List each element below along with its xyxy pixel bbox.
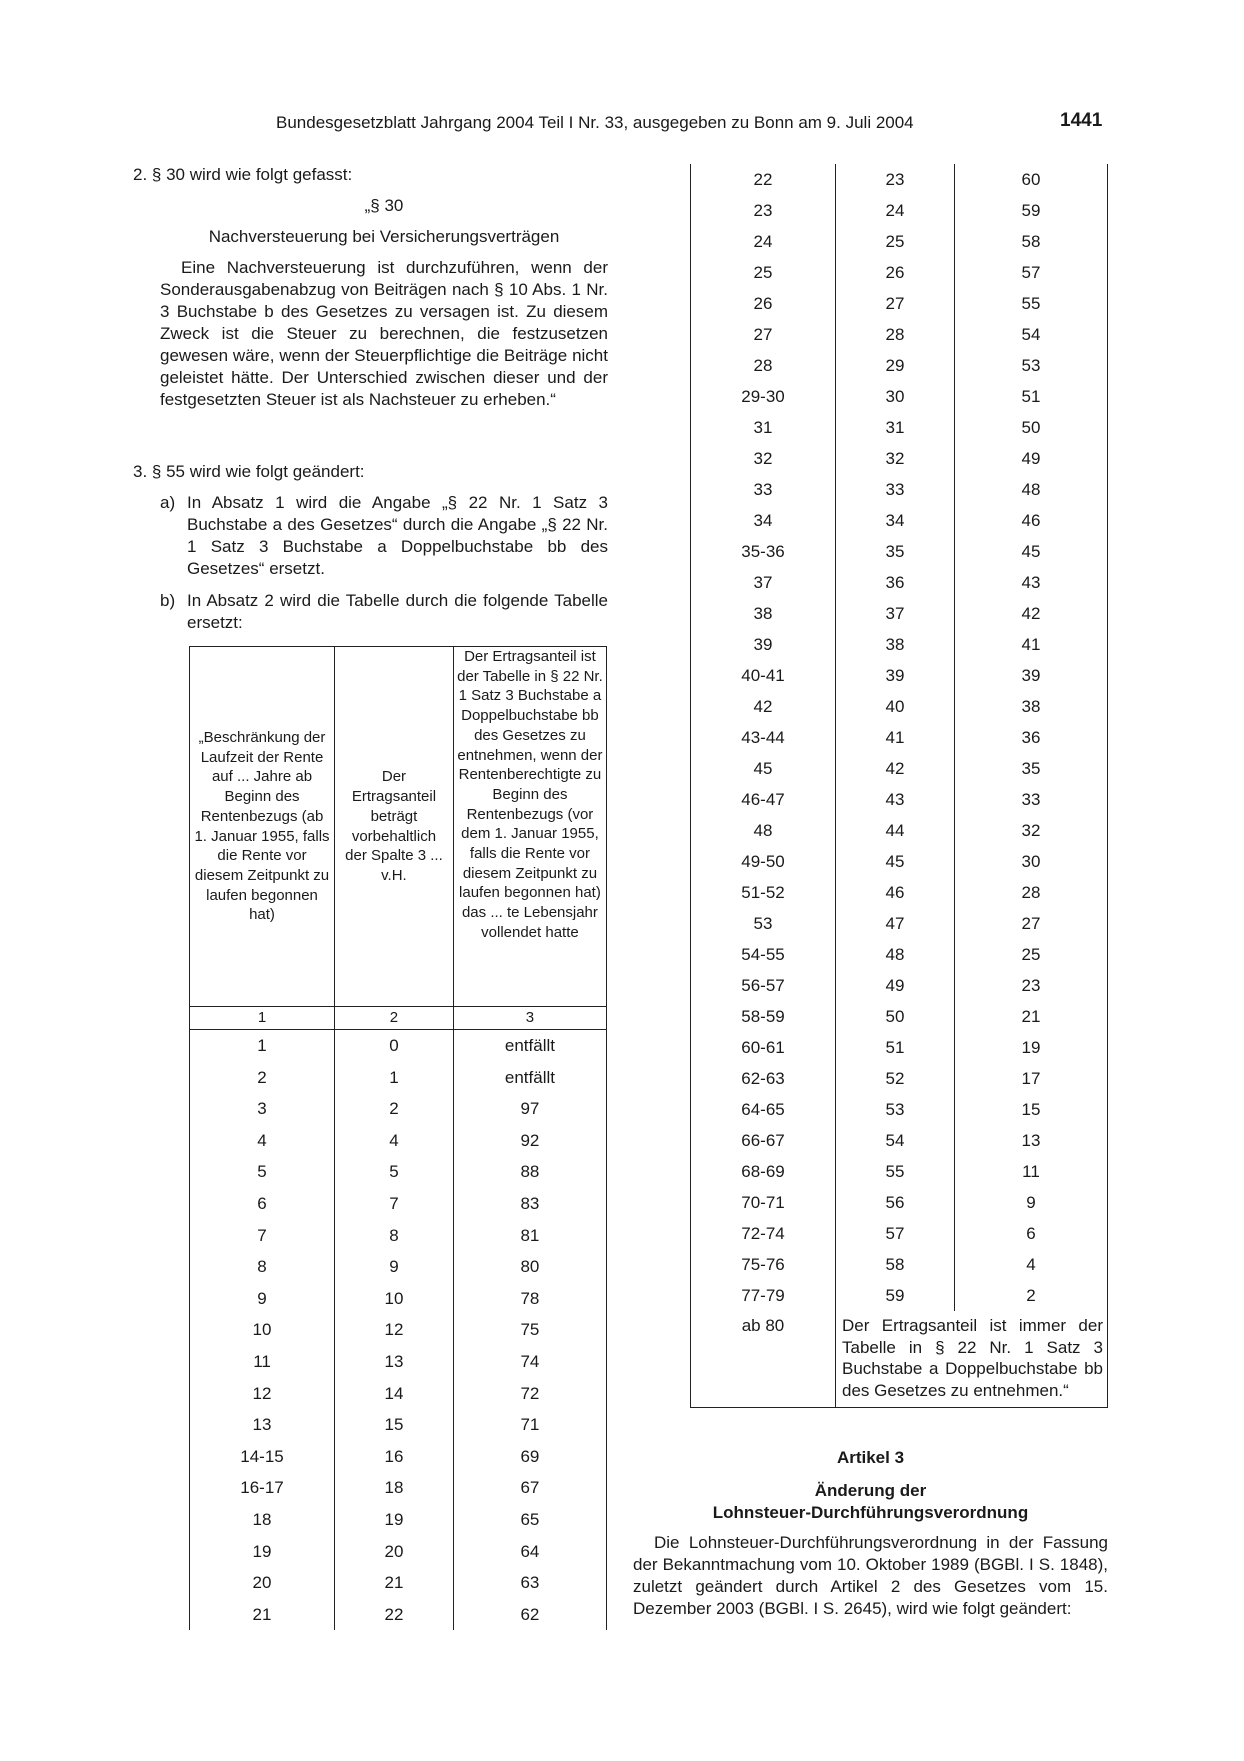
table-cell-col-1: 5	[190, 1156, 335, 1188]
table-cell-col-3: 17	[955, 1063, 1108, 1094]
table-cell-col-1: 19	[190, 1536, 335, 1568]
table-row	[691, 381, 1108, 412]
table-cell-col-2: 16	[335, 1441, 454, 1473]
column-number-1: 1	[190, 1007, 335, 1030]
table-cell-col-3: 75	[453, 1314, 606, 1346]
section-30-heading: „§ 30	[364, 196, 404, 215]
table-cell-col-2: 23	[836, 164, 955, 195]
table-row	[691, 629, 1108, 660]
table-cell-col-3: 58	[955, 226, 1108, 257]
table-row	[691, 660, 1108, 691]
table-cell-col-1: 22	[691, 164, 836, 195]
table-row	[190, 1409, 607, 1441]
table-cell-col-3: 49	[955, 443, 1108, 474]
table-cell-col-2: 37	[836, 598, 955, 629]
table-cell-col-2: 9	[335, 1251, 454, 1283]
table-row	[691, 412, 1108, 443]
table-cell-col-3: 11	[955, 1156, 1108, 1187]
item-3a-text: In Absatz 1 wird die Angabe „§ 22 Nr. 1 Satz 3 Buchstabe a des Gesetzes“ durch die Angabe „§ 22 Nr. 1 Satz 3 Buchstabe a Doppelbuchstabe bb des Gesetzes“ ersetzt.	[187, 493, 608, 578]
table-cell-col-3: 92	[453, 1125, 606, 1157]
table-row	[691, 505, 1108, 536]
table-row	[691, 1156, 1108, 1187]
table-row	[691, 443, 1108, 474]
table-cell-col-3: 2	[955, 1280, 1108, 1311]
table-cell-col-3: 50	[955, 412, 1108, 443]
table-cell-col-3: 62	[453, 1599, 606, 1631]
table-cell-col-3: 53	[955, 350, 1108, 381]
table-row	[691, 1032, 1108, 1063]
table-cell-col-3: 64	[453, 1536, 606, 1568]
table-row	[190, 1567, 607, 1599]
table-cell-col-2: 55	[836, 1156, 955, 1187]
table-cell-col-2: 30	[836, 381, 955, 412]
last-row-label: ab 80	[691, 1311, 836, 1408]
table-cell-col-2: 58	[836, 1249, 955, 1280]
table-cell-col-3: 48	[955, 474, 1108, 505]
table-cell-col-3: 36	[955, 722, 1108, 753]
table-row	[691, 288, 1108, 319]
table-cell-col-3: 67	[453, 1472, 606, 1504]
table-cell-col-1: 16-17	[190, 1472, 335, 1504]
table-cell-col-2: 18	[335, 1472, 454, 1504]
section-30-title: Nachversteuerung bei Versicherungsverträgen	[208, 227, 560, 246]
table-cell-col-3: 39	[955, 660, 1108, 691]
table-cell-col-1: 34	[691, 505, 836, 536]
table-cell-col-2: 10	[335, 1283, 454, 1315]
table-cell-col-3: entfällt	[453, 1062, 606, 1094]
table-row	[691, 567, 1108, 598]
table-cell-col-1: 25	[691, 257, 836, 288]
table-row	[691, 1280, 1108, 1311]
table-row	[691, 598, 1108, 629]
table-cell-col-1: 68-69	[691, 1156, 836, 1187]
table-cell-col-3: 74	[453, 1346, 606, 1378]
table-cell-col-3: 28	[955, 877, 1108, 908]
table-row	[190, 1125, 607, 1157]
table-row	[190, 1093, 607, 1125]
table-cell-col-3: 45	[955, 536, 1108, 567]
table-row	[691, 1218, 1108, 1249]
table-cell-col-2: 52	[836, 1063, 955, 1094]
table-cell-col-2: 51	[836, 1032, 955, 1063]
item-2-intro: 2. § 30 wird wie folgt gefasst:	[133, 165, 353, 184]
table-cell-col-1: 58-59	[691, 1001, 836, 1032]
table-row	[691, 1249, 1108, 1280]
table-row	[691, 1125, 1108, 1156]
table-cell-col-1: 43-44	[691, 722, 836, 753]
table-cell-col-1: 21	[190, 1599, 335, 1631]
table-cell-col-2: 56	[836, 1187, 955, 1218]
table-cell-col-1: 54-55	[691, 939, 836, 970]
article-3-body: Die Lohnsteuer-Durchführungsverordnung in der Fassung der Bekanntmachung vom 10. Oktober 1989 (BGBl. I S. 1848), zuletzt geändert durch Artikel 2 des Gesetzes vom 15. Dezember 2003 (BGBl. I S. 2645), wird wie folgt geändert:	[633, 1533, 1108, 1618]
column-number-3: 3	[453, 1007, 606, 1030]
table-cell-col-3: 55	[955, 288, 1108, 319]
table-cell-col-3: 81	[453, 1220, 606, 1252]
table-cell-col-3: 43	[955, 567, 1108, 598]
table-cell-col-2: 50	[836, 1001, 955, 1032]
page-header-title: Bundesgesetzblatt Jahrgang 2004 Teil I Nr. 33, ausgegeben zu Bonn am 9. Juli 2004	[276, 113, 914, 132]
item-3-intro: 3. § 55 wird wie folgt geändert:	[133, 462, 365, 481]
table-cell-col-3: 83	[453, 1188, 606, 1220]
column-number-2: 2	[335, 1007, 454, 1030]
table-cell-col-1: 18	[190, 1504, 335, 1536]
table-cell-col-1: 66-67	[691, 1125, 836, 1156]
table-cell-col-3: 9	[955, 1187, 1108, 1218]
table-row	[190, 1378, 607, 1410]
table-cell-col-3: 35	[955, 753, 1108, 784]
table-row	[691, 970, 1108, 1001]
table-cell-col-2: 45	[836, 846, 955, 877]
table-cell-col-1: 75-76	[691, 1249, 836, 1280]
table-row	[691, 1063, 1108, 1094]
table-cell-col-1: 49-50	[691, 846, 836, 877]
table-cell-col-2: 27	[836, 288, 955, 319]
table-cell-col-2: 36	[836, 567, 955, 598]
table-row	[691, 195, 1108, 226]
table-cell-col-3: 97	[453, 1093, 606, 1125]
table-cell-col-3: 41	[955, 629, 1108, 660]
table-row	[691, 319, 1108, 350]
table-cell-col-1: 28	[691, 350, 836, 381]
table-cell-col-3: 42	[955, 598, 1108, 629]
table-cell-col-3: 46	[955, 505, 1108, 536]
table-row	[691, 164, 1108, 195]
table-cell-col-3: 63	[453, 1567, 606, 1599]
table-cell-col-2: 1	[335, 1062, 454, 1094]
table-cell-col-1: 10	[190, 1314, 335, 1346]
table-cell-col-3: 13	[955, 1125, 1108, 1156]
table-cell-col-2: 42	[836, 753, 955, 784]
table-cell-col-2: 15	[335, 1409, 454, 1441]
table-cell-col-1: 3	[190, 1093, 335, 1125]
table-cell-col-1: 7	[190, 1220, 335, 1252]
table-row	[691, 753, 1108, 784]
table-cell-col-2: 48	[836, 939, 955, 970]
table-cell-col-3: 23	[955, 970, 1108, 1001]
table-row	[190, 1030, 607, 1062]
table-cell-col-1: 39	[691, 629, 836, 660]
table-row	[691, 722, 1108, 753]
table-cell-col-2: 54	[836, 1125, 955, 1156]
table-cell-col-2: 34	[836, 505, 955, 536]
table-cell-col-2: 24	[836, 195, 955, 226]
table-cell-col-2: 39	[836, 660, 955, 691]
table-cell-col-2: 35	[836, 536, 955, 567]
table-cell-col-1: 42	[691, 691, 836, 722]
table-cell-col-1: 37	[691, 567, 836, 598]
table-cell-col-2: 49	[836, 970, 955, 1001]
table-cell-col-2: 8	[335, 1220, 454, 1252]
table-cell-col-3: 25	[955, 939, 1108, 970]
table-row	[190, 1220, 607, 1252]
table-cell-col-2: 47	[836, 908, 955, 939]
table-cell-col-2: 0	[335, 1030, 454, 1062]
table-cell-col-2: 32	[836, 443, 955, 474]
article-3-title-line-1: Änderung der	[814, 1481, 927, 1500]
table-cell-col-1: 46-47	[691, 784, 836, 815]
table-cell-col-3: 80	[453, 1251, 606, 1283]
table-row	[190, 1251, 607, 1283]
table-cell-col-3: 6	[955, 1218, 1108, 1249]
table-cell-col-2: 29	[836, 350, 955, 381]
table-cell-col-1: 12	[190, 1378, 335, 1410]
table-row	[691, 784, 1108, 815]
section-30-body: Eine Nachversteuerung ist durchzuführen, wenn der Sonderausgabenabzug von Beiträgen nach § 10 Abs. 1 Nr. 3 Buchstabe b des Gesetzes zu versagen ist. Zu diesem Zweck ist die Steuer zu berechnen, die festzusetzen gewesen wäre, wenn der Steuerpflichtige die Beiträge nicht geleistet hätte. Der Unterschied zwischen dieser und der festgesetzten Steuer ist als Nachsteuer zu erheben.“	[160, 258, 608, 409]
table-row	[190, 1536, 607, 1568]
table-cell-col-2: 53	[836, 1094, 955, 1125]
table-row	[691, 257, 1108, 288]
table-cell-col-2: 25	[836, 226, 955, 257]
table-cell-col-1: 38	[691, 598, 836, 629]
page-number: 1441	[1060, 110, 1103, 131]
table-cell-col-1: 51-52	[691, 877, 836, 908]
table-cell-col-1: 4	[190, 1125, 335, 1157]
table-cell-col-1: 14-15	[190, 1441, 335, 1473]
table-cell-col-1: 33	[691, 474, 836, 505]
table-cell-col-1: 70-71	[691, 1187, 836, 1218]
table-row	[190, 1188, 607, 1220]
table-cell-col-2: 46	[836, 877, 955, 908]
table-cell-col-2: 28	[836, 319, 955, 350]
table-row	[691, 1094, 1108, 1125]
item-3a-label: a)	[160, 493, 176, 512]
table-cell-col-1: 8	[190, 1251, 335, 1283]
table-cell-col-2: 57	[836, 1218, 955, 1249]
table-header-col-1: „Beschränkung der Laufzeit der Rente auf ... Jahre ab Beginn des Rentenbezugs (ab 1. Januar 1955, falls die Rente vor diesem Zeitpunkt zu laufen begonnen hat)	[190, 647, 335, 1007]
table-cell-col-1: 60-61	[691, 1032, 836, 1063]
table-cell-col-2: 20	[335, 1536, 454, 1568]
table-cell-col-2: 13	[335, 1346, 454, 1378]
table-cell-col-2: 44	[836, 815, 955, 846]
table-row	[190, 1472, 607, 1504]
table-row	[691, 908, 1108, 939]
table-cell-col-1: 24	[691, 226, 836, 257]
table-cell-col-2: 38	[836, 629, 955, 660]
table-row	[190, 1441, 607, 1473]
item-3b-label: b)	[160, 591, 176, 610]
table-header-col-2: Der Ertragsanteil beträgt vorbehaltlich der Spalte 3 ... v.H.	[335, 647, 454, 1007]
table-cell-col-2: 7	[335, 1188, 454, 1220]
table-row	[190, 1062, 607, 1094]
table-cell-col-3: 51	[955, 381, 1108, 412]
table-row	[691, 226, 1108, 257]
table-cell-col-2: 12	[335, 1314, 454, 1346]
table-row	[190, 1599, 607, 1631]
article-3-heading: Artikel 3	[836, 1448, 905, 1467]
table-cell-col-2: 21	[335, 1567, 454, 1599]
table-cell-col-1: 27	[691, 319, 836, 350]
table-cell-col-3: 69	[453, 1441, 606, 1473]
table-cell-col-3: 57	[955, 257, 1108, 288]
last-row-text: Der Ertragsanteil ist immer der Tabelle in § 22 Nr. 1 Satz 3 Buchstabe a Doppelbuchstabe bb des Gesetzes zu entnehmen.“	[836, 1311, 1108, 1408]
table-cell-col-1: 26	[691, 288, 836, 319]
table-cell-col-3: 88	[453, 1156, 606, 1188]
table-row	[691, 1001, 1108, 1032]
table-cell-col-3: 21	[955, 1001, 1108, 1032]
table-cell-col-1: 40-41	[691, 660, 836, 691]
table-row	[691, 350, 1108, 381]
table-cell-col-2: 41	[836, 722, 955, 753]
table-cell-col-3: 65	[453, 1504, 606, 1536]
table-cell-col-1: 56-57	[691, 970, 836, 1001]
table-cell-col-2: 40	[836, 691, 955, 722]
table-cell-col-3: 33	[955, 784, 1108, 815]
ertragsanteil-table-part-1	[189, 646, 607, 1630]
table-cell-col-3: 15	[955, 1094, 1108, 1125]
table-cell-col-2: 26	[836, 257, 955, 288]
table-row	[691, 474, 1108, 505]
table-cell-col-3: 60	[955, 164, 1108, 195]
table-cell-col-2: 22	[335, 1599, 454, 1631]
table-cell-col-1: 53	[691, 908, 836, 939]
table-cell-col-1: 9	[190, 1283, 335, 1315]
table-cell-col-2: 31	[836, 412, 955, 443]
table-cell-col-2: 59	[836, 1280, 955, 1311]
table-cell-col-3: 30	[955, 846, 1108, 877]
table-cell-col-3: 19	[955, 1032, 1108, 1063]
table-cell-col-3: 59	[955, 195, 1108, 226]
table-cell-col-3: 71	[453, 1409, 606, 1441]
table-row	[691, 939, 1108, 970]
table-cell-col-2: 43	[836, 784, 955, 815]
table-cell-col-3: entfällt	[453, 1030, 606, 1062]
table-row	[691, 1187, 1108, 1218]
table-cell-col-1: 48	[691, 815, 836, 846]
table-cell-col-2: 19	[335, 1504, 454, 1536]
table-cell-col-1: 32	[691, 443, 836, 474]
table-row	[691, 877, 1108, 908]
table-cell-col-1: 6	[190, 1188, 335, 1220]
table-row	[691, 691, 1108, 722]
table-cell-col-1: 45	[691, 753, 836, 784]
table-row	[691, 846, 1108, 877]
table-row	[190, 1314, 607, 1346]
table-cell-col-1: 29-30	[691, 381, 836, 412]
table-cell-col-3: 54	[955, 319, 1108, 350]
table-cell-col-1: 35-36	[691, 536, 836, 567]
ertragsanteil-table-part-2	[690, 164, 1108, 1408]
table-cell-col-1: 11	[190, 1346, 335, 1378]
article-3-title-line-2: Lohnsteuer-Durchführungsverordnung	[712, 1503, 1029, 1522]
table-row	[691, 815, 1108, 846]
table-cell-col-3: 72	[453, 1378, 606, 1410]
table-cell-col-3: 38	[955, 691, 1108, 722]
table-cell-col-1: 62-63	[691, 1063, 836, 1094]
table-cell-col-1: 72-74	[691, 1218, 836, 1249]
table-row	[190, 1504, 607, 1536]
table-cell-col-1: 64-65	[691, 1094, 836, 1125]
table-row	[190, 1156, 607, 1188]
table-cell-col-1: 13	[190, 1409, 335, 1441]
table-row	[691, 536, 1108, 567]
table-cell-col-1: 20	[190, 1567, 335, 1599]
table-cell-col-3: 78	[453, 1283, 606, 1315]
table-cell-col-3: 4	[955, 1249, 1108, 1280]
table-cell-col-2: 4	[335, 1125, 454, 1157]
table-cell-col-2: 33	[836, 474, 955, 505]
table-cell-col-2: 2	[335, 1093, 454, 1125]
table-cell-col-3: 27	[955, 908, 1108, 939]
table-header-col-3: Der Ertragsanteil ist der Tabelle in § 22 Nr. 1 Satz 3 Buchstabe a Doppelbuchstabe bb des Gesetzes zu entnehmen, wenn der Rentenberechtigte zu Beginn des Rentenbezugs (vor dem 1. Januar 1955, falls die Rente vor diesem Zeitpunkt zu laufen begonnen hat) das ... te Lebensjahr vollendet hatte	[453, 647, 606, 1007]
table-cell-col-1: 77-79	[691, 1280, 836, 1311]
table-cell-col-1: 31	[691, 412, 836, 443]
item-3b-text: In Absatz 2 wird die Tabelle durch die folgende Tabelle ersetzt:	[187, 591, 608, 632]
table-cell-col-1: 2	[190, 1062, 335, 1094]
table-row	[190, 1346, 607, 1378]
table-cell-col-3: 32	[955, 815, 1108, 846]
table-cell-col-1: 1	[190, 1030, 335, 1062]
table-cell-col-1: 23	[691, 195, 836, 226]
table-cell-col-2: 5	[335, 1156, 454, 1188]
table-row	[190, 1283, 607, 1315]
table-cell-col-2: 14	[335, 1378, 454, 1410]
